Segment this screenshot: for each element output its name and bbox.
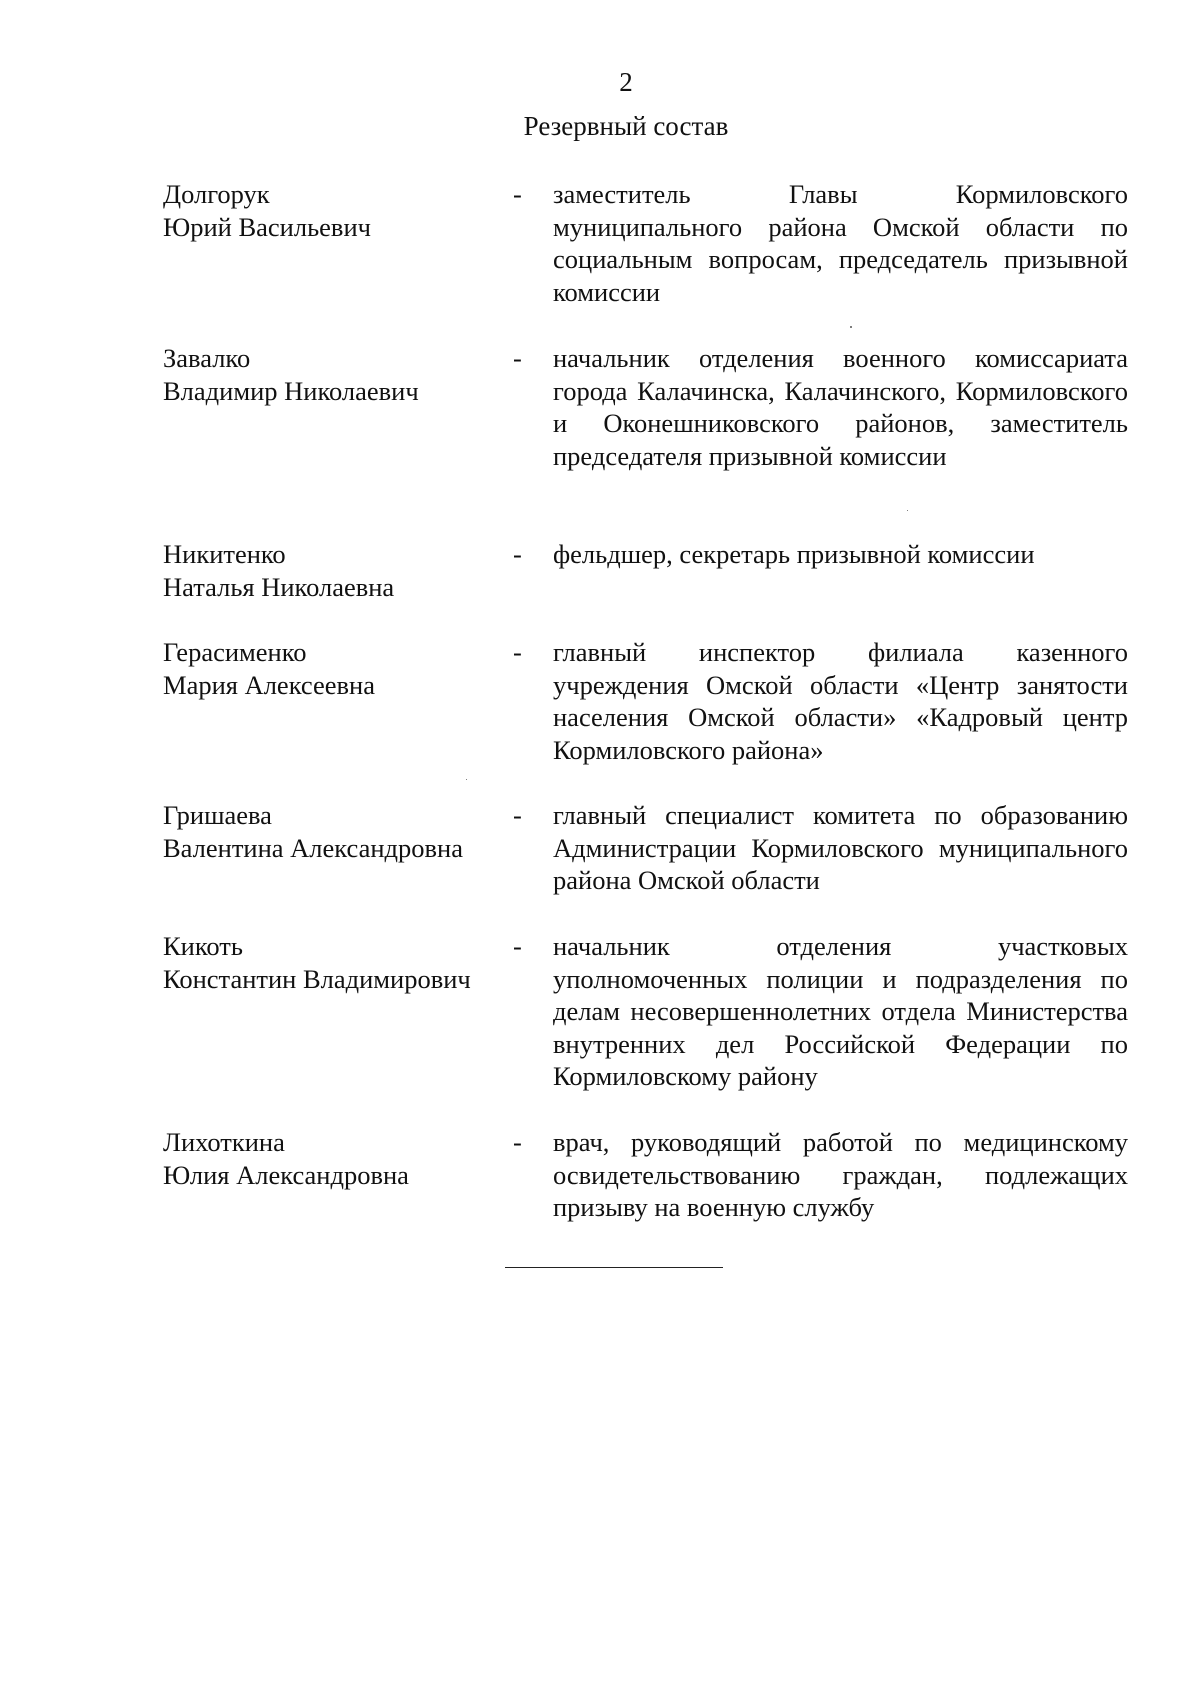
member-name <box>163 342 503 407</box>
member-position: заместитель Главы Кормиловского муниципального района Омской области по социальным вопросам, председатель призывной комиссии <box>553 179 1128 307</box>
member-position: главный специалист комитета по образованию Администрации Кормиловского муниципального района Омской области <box>553 800 1128 895</box>
member-position: главный инспектор филиала казенного учреждения Омской области «Центр занятости населения Омской области» «Кадровый центр Кормиловского района» <box>553 637 1128 765</box>
member-name <box>163 538 503 603</box>
member-given-names: Наталья Николаевна <box>163 571 395 602</box>
member-position: начальник отделения участковых уполномоченных полиции и подразделения по делам несовершеннолетних отдела Министерства внутренних дел Российской Федерации по Кормиловскому району <box>553 931 1128 1091</box>
separator-dash: - <box>513 637 522 667</box>
member-surname: Долгорук <box>163 179 270 209</box>
member-given-names: Константин Владимирович <box>163 963 471 994</box>
member-surname: Гришаева <box>163 800 272 830</box>
member-name <box>163 178 503 243</box>
separator-dash: - <box>513 179 522 209</box>
separator-dash: - <box>513 343 522 373</box>
page-number: 2 <box>619 67 633 97</box>
separator-dash: - <box>513 1127 522 1157</box>
member-surname: Кикоть <box>163 931 243 961</box>
member-given-names: Валентина Александровна <box>163 832 463 863</box>
scan-speck <box>850 326 852 328</box>
member-given-names: Владимир Николаевич <box>163 375 419 406</box>
member-surname: Завалко <box>163 343 251 373</box>
member-surname: Герасименко <box>163 637 307 667</box>
separator-dash: - <box>513 931 522 961</box>
member-given-names: Юлия Александровна <box>163 1159 409 1190</box>
scan-speck <box>466 779 467 780</box>
member-position: врач, руководящий работой по медицинскому освидетельствованию граждан, подлежащих призыву на военную службу <box>553 1127 1128 1222</box>
separator-dash: - <box>513 539 522 569</box>
scan-speck <box>907 510 908 511</box>
member-surname: Никитенко <box>163 539 286 569</box>
member-given-names: Мария Алексеевна <box>163 669 375 700</box>
member-name <box>163 799 503 864</box>
member-given-names: Юрий Васильевич <box>163 211 371 242</box>
member-position: начальник отделения военного комиссариата города Калачинска, Калачинского, Кормиловского и Оконешниковского районов, заместитель председателя призывной комиссии <box>553 343 1128 471</box>
member-name <box>163 1126 503 1191</box>
member-position: фельдшер, секретарь призывной комиссии <box>553 539 1035 569</box>
section-title: Резервный состав <box>523 111 729 141</box>
member-name <box>163 636 503 701</box>
closing-rule <box>505 1267 723 1268</box>
member-surname: Лихоткина <box>163 1127 285 1157</box>
member-name <box>163 930 503 995</box>
separator-dash: - <box>513 800 522 830</box>
